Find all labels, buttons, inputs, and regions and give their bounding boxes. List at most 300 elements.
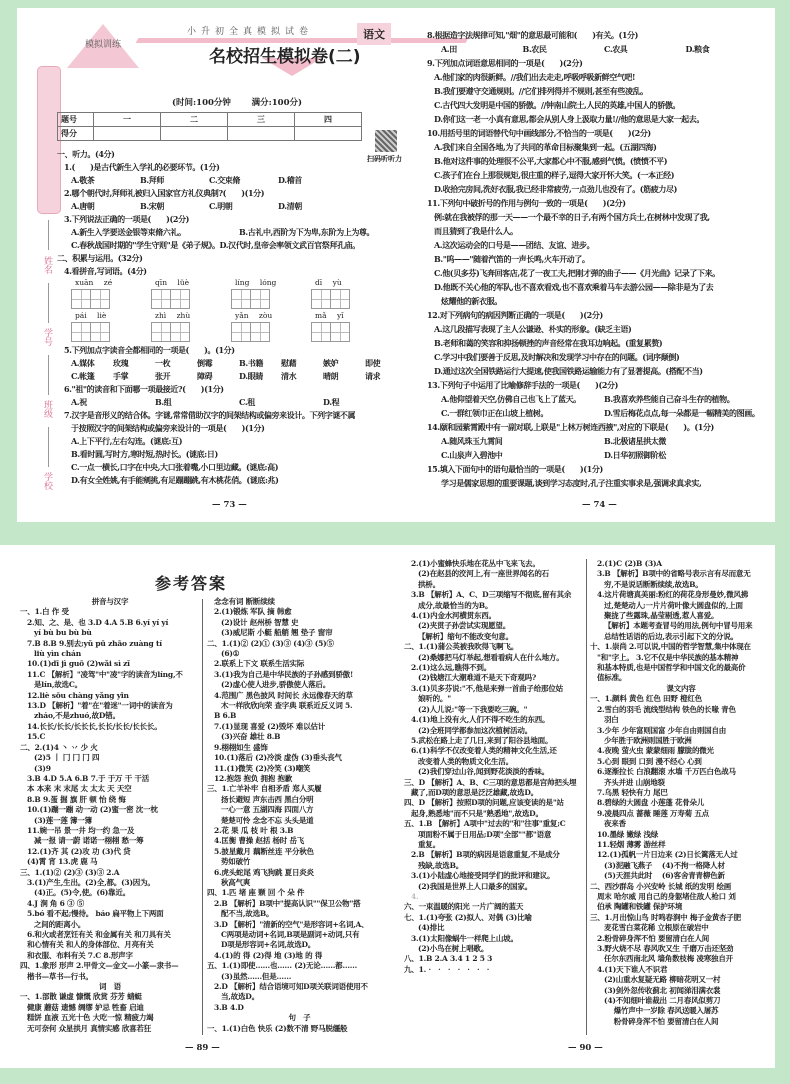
text-line: D.收拾完房间,洗好衣服,我已经非常疲劳,一点劲儿也没有了。(筋疲力尽): [434, 184, 677, 194]
text-line: B.他对这件事的处理很不公平,大家都心中不服,感到气愤。(愤愤不平): [434, 156, 668, 166]
option: C.明朝: [209, 201, 233, 211]
text-line: 11.(1)微笑 (2)冷笑 (3)嘲笑: [214, 763, 311, 773]
writing-cell[interactable]: [250, 289, 270, 309]
option: 玫瑰: [113, 358, 129, 368]
option: B.我喜欢养些能自己奋斗生存的植物。: [604, 394, 735, 404]
text-line: 一、1.(1)白色 快乐 (2)数不清 野马脱缰般: [207, 1023, 348, 1033]
text-line: 扬长避短 声东击西 黑白分明: [221, 794, 314, 804]
text-line: 过,楚楚动人;一片片荷叶像大圆盘似的,上面: [604, 600, 743, 610]
label-student-id: 学号: [42, 328, 52, 346]
text-line: 起身,熟悉地"而不只是"熟悉地",故选D。: [411, 808, 543, 818]
cell: 四: [295, 113, 362, 127]
page-number: — 90 —: [568, 1043, 603, 1053]
text-line: D.他既不关心他的军队,也不喜欢看戏,也不喜欢乘着马车去游公园——除非是为了去: [434, 282, 714, 292]
page-number: — 74 —: [582, 500, 617, 510]
writing-cell[interactable]: [330, 322, 350, 342]
text-line: 项面粉不属于日用品;D项"全部""都"语意: [418, 829, 552, 839]
writing-grid: [311, 322, 391, 342]
cell: 题号: [58, 113, 94, 127]
text-line: 周末 哈尔威 用自己的身躯堵住敌人枪口 刘: [597, 892, 736, 901]
pinyin-item: [151, 278, 231, 311]
option: D.雪后梅花点点,每一朵都是一幅精美的图画。: [604, 408, 760, 418]
text-line: 12.抱怨 抱负 拥抱 抱歉: [214, 773, 293, 783]
text-line: 七、1.(1)夸张 (2)拟人、对偶 (3)比喻: [404, 912, 532, 922]
text-line: 夜来香: [604, 819, 626, 829]
pinyin-text: qīn lüè: [155, 278, 190, 287]
text-line: 四、D 【解析】按照D项的问题,应该变读的是"站: [404, 798, 564, 808]
writing-grid: [71, 322, 151, 342]
text-line: B 6.B: [214, 711, 237, 721]
text-line: 二、西沙群岛 小兴安岭 长城 纸的发明 绘画: [590, 881, 732, 891]
pinyin-item: [231, 278, 311, 311]
text-line: 11.婉一吊 景一井 均一约 急一及: [27, 825, 135, 835]
writing-cell[interactable]: [71, 322, 91, 342]
writing-cell[interactable]: [90, 322, 110, 342]
text-line: 3.B 4.D: [214, 1002, 244, 1012]
text-line: C.一点一横长,口字在中央,大口张着嘴,小口里边藏。(谜底:高): [71, 462, 279, 472]
text-line: 五、1.(1)即使……也…… (2)无论……都……: [207, 961, 358, 971]
text-line: 9.凌晨四点 蔷薇 睡莲 万寿菊 五点: [597, 808, 709, 818]
text-line: C.古代四大发明是中国的骄傲。//钟南山院士,人民的英雄,中国人的骄傲。: [434, 100, 681, 110]
text-line: 总结性话语的后边,表示引起下文的分说。: [604, 631, 738, 641]
writing-cell[interactable]: [330, 289, 350, 309]
text-line: D.你们这一老一小真有意思,都会从别人身上汲取力量!//他的意思是大家一起去。: [434, 114, 704, 124]
text-line: 4.夜晚 萤火虫 蒙蒙细雨 朦胧的微光: [597, 746, 714, 756]
text-line: 2.(1)这么远,瞧得不到。: [411, 663, 491, 673]
option: A.唐朝: [71, 201, 95, 211]
text-line: 12.(1)孤帆一片日边来 (2)日长篱落无人过: [597, 850, 738, 860]
pinyin-item: [71, 311, 151, 344]
text-line: (2)我国是世界上人口最多的国家。: [418, 881, 532, 891]
option: D.眼睛: [239, 371, 263, 381]
qr-label: 扫码听听力: [367, 154, 402, 163]
subject-badge: 语文: [357, 23, 391, 45]
text-line: 2.B 【解析】B项的病因是语意重复,不是成分: [411, 850, 560, 860]
text-line: (2)夹贯子孙尝试实现愿望。: [418, 621, 511, 631]
text-line: (5)天涯共此时 (6)客舍青青柳色新: [604, 871, 725, 881]
text-line: 2.(1)锻炼 军队 摘 韩愈: [214, 607, 292, 617]
option-row: [57, 370, 407, 383]
text-line: 2.(1)小蜜蜂快乐地在花丛中飞来飞去。: [411, 559, 540, 568]
text-line: 例:就在我被俘的那一天——一个最不幸的日子,有两个国方兵士,在树林中发现了我,: [434, 212, 710, 222]
text-line: 15.填入下面句中的语句最恰当的一项是( )(1分): [427, 464, 603, 474]
writing-cell[interactable]: [231, 289, 251, 309]
text-line: 13.D 【解析】"着"在"着迷"一词中的读音为: [27, 701, 173, 711]
text-line: 改变着人类的物质文化生活。: [418, 756, 513, 766]
exam-time: (时间:100分钟: [172, 98, 231, 108]
option: A.祝: [71, 397, 87, 407]
text-line: 6.和火或者烹饪有关 和金属有关 和刀具有关: [27, 930, 171, 939]
pinyin-item: [311, 278, 391, 311]
text-line: 4.: [411, 892, 419, 901]
writing-cell[interactable]: [311, 322, 331, 342]
text-line: A.我们来自全国各地,为了共同的革命目标聚集到一起。(五湖四海): [434, 142, 657, 152]
pinyin-text: mǎ yǐ: [315, 311, 344, 320]
text-line: D.有女全姓姚,有手能剜挑,有足蹦蹦跳,有木桃花俏。(谜底:兆): [71, 475, 279, 485]
text-line: (2)设计 赵州桥 智慧 史: [221, 617, 299, 627]
text-line: 少年胜于欧洲则国胜于欧洲: [604, 735, 692, 745]
text-line: 伯承 陶罐和铁罐 保护环境: [597, 902, 683, 912]
option: A.新生入学要送金银等束脩六礼。: [71, 227, 186, 237]
text-line: 9.下列加点词语意思相同的一项是( )(2分): [427, 58, 583, 68]
text-line: (4)排比: [418, 923, 445, 933]
text-line: 学习是儒家思想的重要课题,谈到学习态度时,孔子注重实事求是,强调求真求实,: [441, 478, 702, 488]
text-line: 三、1.亡羊补牢 自相矛盾 郑人买履: [207, 784, 322, 794]
text-line: 爆竹声中一岁除 春风送暖入屠苏: [604, 1006, 719, 1016]
writing-cell[interactable]: [311, 289, 331, 309]
text-line: C.学习中我们要善于反思,及时解决和发现学习中存在的问题。(词序颠倒): [434, 352, 680, 362]
option: A.他仰望着天空,仿佛自己也飞上了蓝天。: [441, 394, 581, 404]
text-line: 一、1.白 作 受: [20, 607, 69, 617]
score-header-row: [58, 113, 362, 127]
badge-label: 模拟训练: [84, 40, 121, 50]
text-line: 5.心到 眼到 口到 漫不经心 心到: [597, 756, 702, 766]
writing-cell[interactable]: [170, 322, 190, 342]
text-line: 健康 蘑菇 遗憾 绸缪 妒忌 牲畜 启迪: [27, 1002, 144, 1012]
text-line: C两项是动词+名词,B项是副词+动词,只有: [221, 930, 360, 939]
text-line: 1.( )是古代新生入学礼的必要环节。(1分): [64, 162, 220, 172]
option: 张开: [155, 371, 171, 381]
text-line: 和心情有关 和人的身体部位、月亮有关: [27, 940, 154, 950]
text-line: D.通过这次全国铁路运行大提速,使我国铁路运输能力有了显著提高。(搭配不当): [434, 366, 703, 376]
text-line: (3)莲一莲 簿一簿: [34, 815, 92, 825]
option-row: [427, 392, 767, 406]
option: D.稽首: [278, 175, 302, 185]
option-row: [57, 357, 407, 370]
text-line: (2)桑娜把马灯举起,想看看病人在什么地方。: [418, 652, 564, 662]
text-line: 11.C 【解析】"凌驾"中"凌"字的读音为líng,不: [27, 669, 183, 679]
answer-column: [20, 597, 200, 1034]
writing-cell[interactable]: [250, 322, 270, 342]
label-school: 学校: [42, 472, 52, 490]
text-line: 粉骨碎身浑不怕 要留清白在人间: [604, 1016, 719, 1026]
text-line: 秋高气爽: [221, 877, 251, 887]
option: 请求: [365, 371, 381, 381]
option: B.宋朝: [140, 201, 164, 211]
text-line: 重复。: [418, 839, 440, 849]
text-line: 14.颐和园紫霄殿中有一副对联,上联是"上林万树连西掖",对应的下联是( )。(1分): [427, 422, 714, 432]
text-line: 二、2.(1)4 丶 丷 少 火: [20, 742, 98, 752]
pinyin-text: zhì zhù: [155, 311, 191, 320]
text-line: 藏了,而D项的意思是泛泛雄藏,故选D。: [411, 787, 538, 797]
text-line: (3)9: [34, 763, 51, 773]
text-line: A.这几段描写表现了主人公谦逊、朴实的形象。(缺乏主语): [434, 324, 632, 334]
text-line: 14.长长/长长/长长长,长长/长长/长长长。: [27, 721, 162, 731]
cell: 二: [161, 113, 228, 127]
text-line: "和"字上。 3.它不仅是中华民族的基本精神: [597, 652, 739, 662]
pinyin-item: [311, 311, 391, 344]
text-line: D项是形容词+名词,故选D。: [221, 940, 316, 950]
text-line: 3.(1)我为自己是中华民族的子孙感到骄傲!: [214, 669, 354, 679]
text-line: C.他(贝多芬)飞奔回客店,花了一夜工夫,把刚才弹的曲子——《月光曲》记录了下来。: [434, 268, 720, 278]
text-line: 八、1.B 2.A 3.4 1 2 5 3: [404, 954, 493, 964]
text-line: 九、1. · · · · · · ·: [404, 964, 490, 974]
option: D.日华初照御阶松: [604, 450, 666, 460]
option: D.程: [323, 397, 340, 407]
text-line: 势如破竹: [221, 857, 251, 867]
text-line: 5.bó 看不起;慢待。 báo 扁平物上下两面: [27, 909, 164, 919]
text-line: 4.(1)地上没有火,人们不得不吃生的东西。: [411, 715, 550, 725]
option: A.随风珠玉九霄间: [441, 436, 503, 446]
writing-grid: [71, 289, 151, 309]
answers-title: 参考答案: [155, 574, 228, 593]
text-line: 穷,不是说话断断续续,故选B。: [604, 579, 703, 589]
text-line: 13.下列句子中运用了比喻修辞手法的一项是( )(2分): [427, 380, 619, 390]
pinyin-item: [231, 311, 311, 344]
text-line: 本 本来 末 末尾 太 太太 天 天空: [27, 784, 132, 794]
text-line: 2.联系上下文 联系生活实际: [214, 659, 305, 669]
option: 即使: [365, 358, 381, 368]
text-line: 4.看拼音,写词语。(4分): [64, 266, 147, 276]
pinyin-text: dī yù: [315, 278, 342, 287]
text-line: 3.野火烧不尽 春风吹又生 千磨万击还坚劲: [597, 944, 734, 954]
text-line: 三、1.(1)② (2)③ (3)③ 2.A: [20, 867, 120, 877]
text-line: (2)钱塘江大潮难道不是天下奇观吗?: [418, 673, 537, 683]
writing-grid: [311, 289, 391, 309]
text-line: 6.(1)科学不仅改变着人类的精神文化生活,还: [411, 746, 557, 756]
text-line: 9.栩栩如生 盛饰: [214, 742, 268, 752]
text-line: 四、1.匹 堵 座 颗 回 个 朵 件: [207, 888, 305, 898]
text-line: (3)剑外忽传收蓟北 初闻涕泪满衣裳: [604, 985, 721, 995]
text-line: 六、一束温暖的阳光 一片广阔的蓝天: [404, 902, 524, 912]
text-line: 2.哪个朝代时,拜师礼被归入国家官方礼仪典制?( )(1分): [64, 188, 265, 198]
text-line: 是lín,故选C。: [34, 680, 82, 690]
option: 倒霉: [197, 358, 213, 368]
text-line: 3.(1)产生,生出。(2)全,都。(3)因为。: [27, 877, 155, 887]
text-line: 12.liè sōu chàng yǎng yīn: [27, 690, 129, 700]
writing-cell[interactable]: [151, 322, 171, 342]
pinyin-row: [57, 311, 407, 344]
score-field[interactable]: [228, 127, 295, 141]
text-line: (3)兴奋 雄壮 8.B: [221, 732, 281, 742]
text-line: (3)泥融飞燕子 (4)不拘一格降人材: [604, 860, 725, 870]
text-line: 4.范围广 黑色披风 时间长 永远像春天的草: [214, 690, 353, 700]
text-line: 4.匡衡 曹操 赵括 杨时 岳飞: [214, 836, 305, 846]
option-row: [427, 406, 767, 420]
text-line: 10.(1)蹦一蹦 动一动 (2)蜜一密 沈一枕: [27, 805, 158, 815]
text-line: 5.下列加点字读音全都相同的一项是( )。(1分): [64, 345, 235, 355]
text-line: 11.轻烟 薄雾 游丝样: [597, 839, 666, 849]
text-line: 10.墨绿 嫩绿 浅绿: [597, 829, 659, 839]
text-line: 3.下列说法正确的一项是( )(2分): [64, 214, 190, 224]
text-line: (3)虽然……但是……: [221, 971, 292, 981]
text-line: 2.花 果 瓜 枝 叶 根 3.B: [214, 825, 294, 835]
option: 慰藉: [281, 358, 297, 368]
text-line: 于按照汉字的间架结构或偏旁来设计的一项是( )(1分): [71, 423, 265, 433]
exam-page-right: [427, 28, 767, 490]
text-line: 减一报 请一蔚 诺诺一栩栩 愁一筹: [34, 836, 144, 846]
writing-grid: [231, 289, 311, 309]
option: B.古礼中,西阶为下为卑,东阶为上为尊。: [239, 227, 375, 237]
text-line: 4.(1)内金水河横贯东西。: [411, 611, 496, 621]
pinyin-item: [151, 311, 231, 344]
text-line: 3.D 【解析】"清新的空气"是形容词+名词,A、: [214, 919, 369, 929]
text-line: liù yìn chán: [34, 649, 81, 659]
score-field[interactable]: [94, 127, 161, 141]
text-line: yí bù bu bù bù: [34, 628, 92, 638]
text-line: 二、积累与运用。(32分): [57, 253, 143, 263]
text-line: (2)小鸟在树上唱歌。: [418, 944, 489, 954]
pinyin-text: pái liè: [75, 311, 107, 320]
text-line: 4.J 涧 角 6 ③ ⑤: [27, 898, 85, 908]
writing-cell[interactable]: [90, 289, 110, 309]
text-line: 一、1.颜料 黄色 红色 田野 橙红色: [590, 694, 702, 704]
option: 嫉妒: [323, 358, 339, 368]
option: C.农具: [604, 44, 628, 54]
score-field[interactable]: [161, 127, 228, 141]
text-line: 10.(1)落后 (2)冷淡 虚伪 (3)垂头丧气: [214, 753, 342, 763]
text-line: (4)霄 宵 13.虎 鹿 马: [27, 857, 98, 867]
cell: 得分: [58, 127, 94, 141]
option-row: [427, 434, 767, 448]
label-class: 班级: [42, 400, 52, 418]
writing-cell[interactable]: [231, 322, 251, 342]
text-line: 聚拢了些露珠,晶莹剔透,惹人喜爱。: [604, 611, 719, 621]
text-line: 【解析】缩句不能改变句意。: [418, 631, 513, 641]
text-line: 配不当,故选B。: [221, 909, 274, 919]
text-line: 【解析】本题考查冒号的用法,例句中冒号用来: [604, 621, 753, 631]
text-line: (4)不知细叶谁裁出 二月春风似剪刀: [604, 996, 721, 1006]
text-line: 三、D 【解析】A、B、C三项的意思都是宫帅把头埋: [404, 777, 577, 787]
option-row: [57, 200, 407, 213]
option: A.媒体: [71, 358, 95, 368]
section-heading: 课文内容: [666, 683, 696, 693]
cell: 一: [94, 113, 161, 127]
exam-meta: [172, 96, 302, 108]
text-line: 一、1.部散 谦虚 慷慨 欣赏 芬芳 蜻蜓: [20, 992, 142, 1002]
text-line: 2.雪白的羽毛 流线型结构 铁色的长喙 青色: [597, 704, 736, 714]
text-line: 7.B 8.B 9.别去;yǔ pū zhāo zuàng tí: [27, 638, 162, 648]
option: C.帐篷: [71, 371, 95, 381]
option: B.农民: [522, 44, 547, 54]
text-line: (2)全班同学都参加这次植树活动。: [418, 725, 532, 735]
option: B.拜师: [140, 175, 164, 185]
option-row: [57, 174, 407, 187]
text-line: B."呜——"随着汽笛的一声长鸣,火车开动了。: [434, 254, 590, 264]
score-table: [57, 112, 362, 141]
pinyin-text: yǎn zòu: [235, 311, 273, 320]
option: B.组: [155, 397, 172, 407]
text-line: 无可奈何 众星拱月 真情实感 欣喜若狂: [27, 1023, 152, 1033]
text-line: 木一样欣欣向荣 查字典 联系近反义词 5.: [221, 701, 353, 711]
text-line: 10.用括号里的词语替代句中画线部分,不恰当的一项是( )(2分): [427, 128, 651, 138]
answer-column: [207, 597, 392, 1034]
text-line: (2)在赵县的洨河上,有一座世界闻名的石: [418, 569, 549, 579]
pinyin-text: xuān zé: [75, 278, 113, 287]
text-line: 6.虎头蛇尾 鸡飞狗跳 夏日炎炎: [214, 867, 314, 877]
text-line: 2.(1)C (2)B (3)A: [597, 559, 662, 568]
text-line: 而且猜到了我是什么人。: [434, 226, 518, 236]
pinyin-item: [71, 278, 151, 311]
option: 晴朗: [323, 371, 339, 381]
page-number: — 89 —: [185, 1043, 220, 1053]
text-line: 10.(1)dī jì guō (2)wǎi sì zǐ: [27, 659, 130, 669]
divider: [48, 355, 49, 395]
text-line: (4)正。(5)令,使。(6)靠近。: [34, 888, 130, 898]
answer-column: [404, 559, 584, 975]
text-line: 3.(1)小陆虚心地接受同学们的批评和建议。: [411, 871, 555, 881]
option-row: [57, 396, 407, 409]
option-row: [427, 448, 767, 462]
page-title: 名校招生模拟卷(二): [209, 47, 361, 67]
text-line: 娘听的。": [418, 694, 451, 704]
divider: [48, 220, 49, 250]
series-title: 小升初全真模拟试卷: [187, 27, 314, 37]
text-line: 任尔东西南北风 墙角数枝梅 凌寒独自开: [604, 954, 733, 964]
text-line: 3.B 【解析】B项中的省略号表示言有尽而意无: [597, 569, 751, 579]
writing-grid: [151, 322, 231, 342]
text-line: 4.(1)的 得 (2)得 地 (3)地 的 得: [214, 950, 323, 960]
text-line: C.春秋战国时期的"学生守则"是《弟子规》。D.汉代时,皇帝会率领文武百官祭拜孔庙。: [71, 240, 360, 250]
text-line: zháo,不是zhuó,故D错。: [34, 711, 120, 721]
text-line: 7.汉字是音形义的结合体。字谜,常常借助汉字的间架结构或偏旁来设计。下列字谜不属: [64, 410, 356, 420]
writing-cell[interactable]: [71, 289, 91, 309]
option: 清水: [281, 371, 297, 381]
answer-column: [590, 559, 772, 1027]
exam-spread: [17, 8, 775, 522]
option: B.北极诸星拱太微: [604, 436, 666, 446]
text-line: B.看时圆,写时方,寒时短,热时长。(谜底:日): [71, 449, 218, 459]
text-line: 二、1.(1)蒲公英被我吹得飞啊飞。: [404, 642, 519, 652]
text-line: (2)5 丨 冂 冂 冂 四: [34, 753, 100, 763]
column-divider: [586, 559, 587, 1035]
label-name: 姓名: [42, 256, 52, 274]
text-line: 8.B 9.蛋 掘 旗 肝 顿 怡 绕 悔: [27, 794, 126, 804]
text-line: (2)山重水复疑无路 柳暗花明又一村: [604, 975, 721, 985]
cell: 三: [228, 113, 295, 127]
text-line: 三、1.月出惊山鸟 时鸣春涧中 梅子金黄杏子肥: [590, 912, 741, 922]
section-heading: 词 语: [99, 982, 121, 992]
score-field[interactable]: [295, 127, 362, 141]
divider: [48, 283, 49, 323]
text-line: 楚楚可怜 念念不忘 头头是道: [221, 815, 314, 825]
text-line: 十、1.崇尚 2.可以说,中国的哲学智慧,集中体现在: [590, 642, 751, 652]
text-line: 6."祖"的读音和下面哪一项最接近?( )(1分): [64, 384, 224, 394]
text-line: 四、1.象形 形声 2.甲骨文—金文—小篆—隶书—: [20, 961, 179, 971]
divider: [48, 427, 49, 467]
text-line: 成分,故最恰当的为B。: [418, 600, 493, 610]
text-line: A.这次运动会的口号是——团结、友谊、进步。: [434, 240, 595, 250]
text-line: 糕饼 血液 五光十色 大吃一惊 精疲力竭: [27, 1013, 154, 1023]
section-heading: 拼音与汉字: [91, 597, 129, 606]
exam-full-score: 满分:100分): [251, 98, 303, 108]
writing-cell[interactable]: [170, 289, 190, 309]
score-value-row: [58, 127, 362, 141]
text-line: 5.披星戴月 藕断丝连 平分秋色: [214, 846, 314, 856]
option: D.清朝: [278, 201, 302, 211]
text-line: 2.B 【解析】B项中"提高认识""保卫公物"搭: [214, 898, 361, 908]
option: B.书籍: [239, 358, 263, 368]
text-line: C.孩子们在台上那很规矩,很庄重的样子,逗得大家开怀大笑。(一本正经): [434, 170, 675, 180]
text-line: 7.乌黑 轻快有力 尾巴: [597, 787, 668, 797]
text-line: (2)我们穿过山谷,闻到野花淡淡的香味。: [418, 767, 549, 777]
writing-grid: [231, 322, 311, 342]
text-line: B.我们要遵守交通规则。//它们排列得并不规则,甚至有些凌乱。: [434, 86, 648, 96]
option: D.粮食: [685, 44, 710, 54]
text-line: A.他们家的肉很新鲜。//我们出去走走,呼吸呼吸新鲜空气吧!: [434, 72, 636, 82]
pinyin-row: [57, 278, 407, 311]
text-line: 15.C: [27, 732, 46, 742]
text-line: 齐头并进 山崩地裂: [604, 777, 665, 787]
column-divider: [202, 599, 203, 1035]
page-number: — 73 —: [212, 500, 247, 510]
writing-grid: [151, 289, 231, 309]
writing-cell[interactable]: [151, 289, 171, 309]
text-line: 二、1.(1)② (2)① (3)③ (4)③ (5)⑤: [207, 638, 334, 648]
text-line: B.老师和蔼的笑容和抑扬顿挫的声音经常在我耳边响起。(重复累赘): [434, 338, 663, 348]
text-line: 之间的距离小。: [34, 919, 86, 929]
text-line: (6)①: [221, 649, 240, 659]
